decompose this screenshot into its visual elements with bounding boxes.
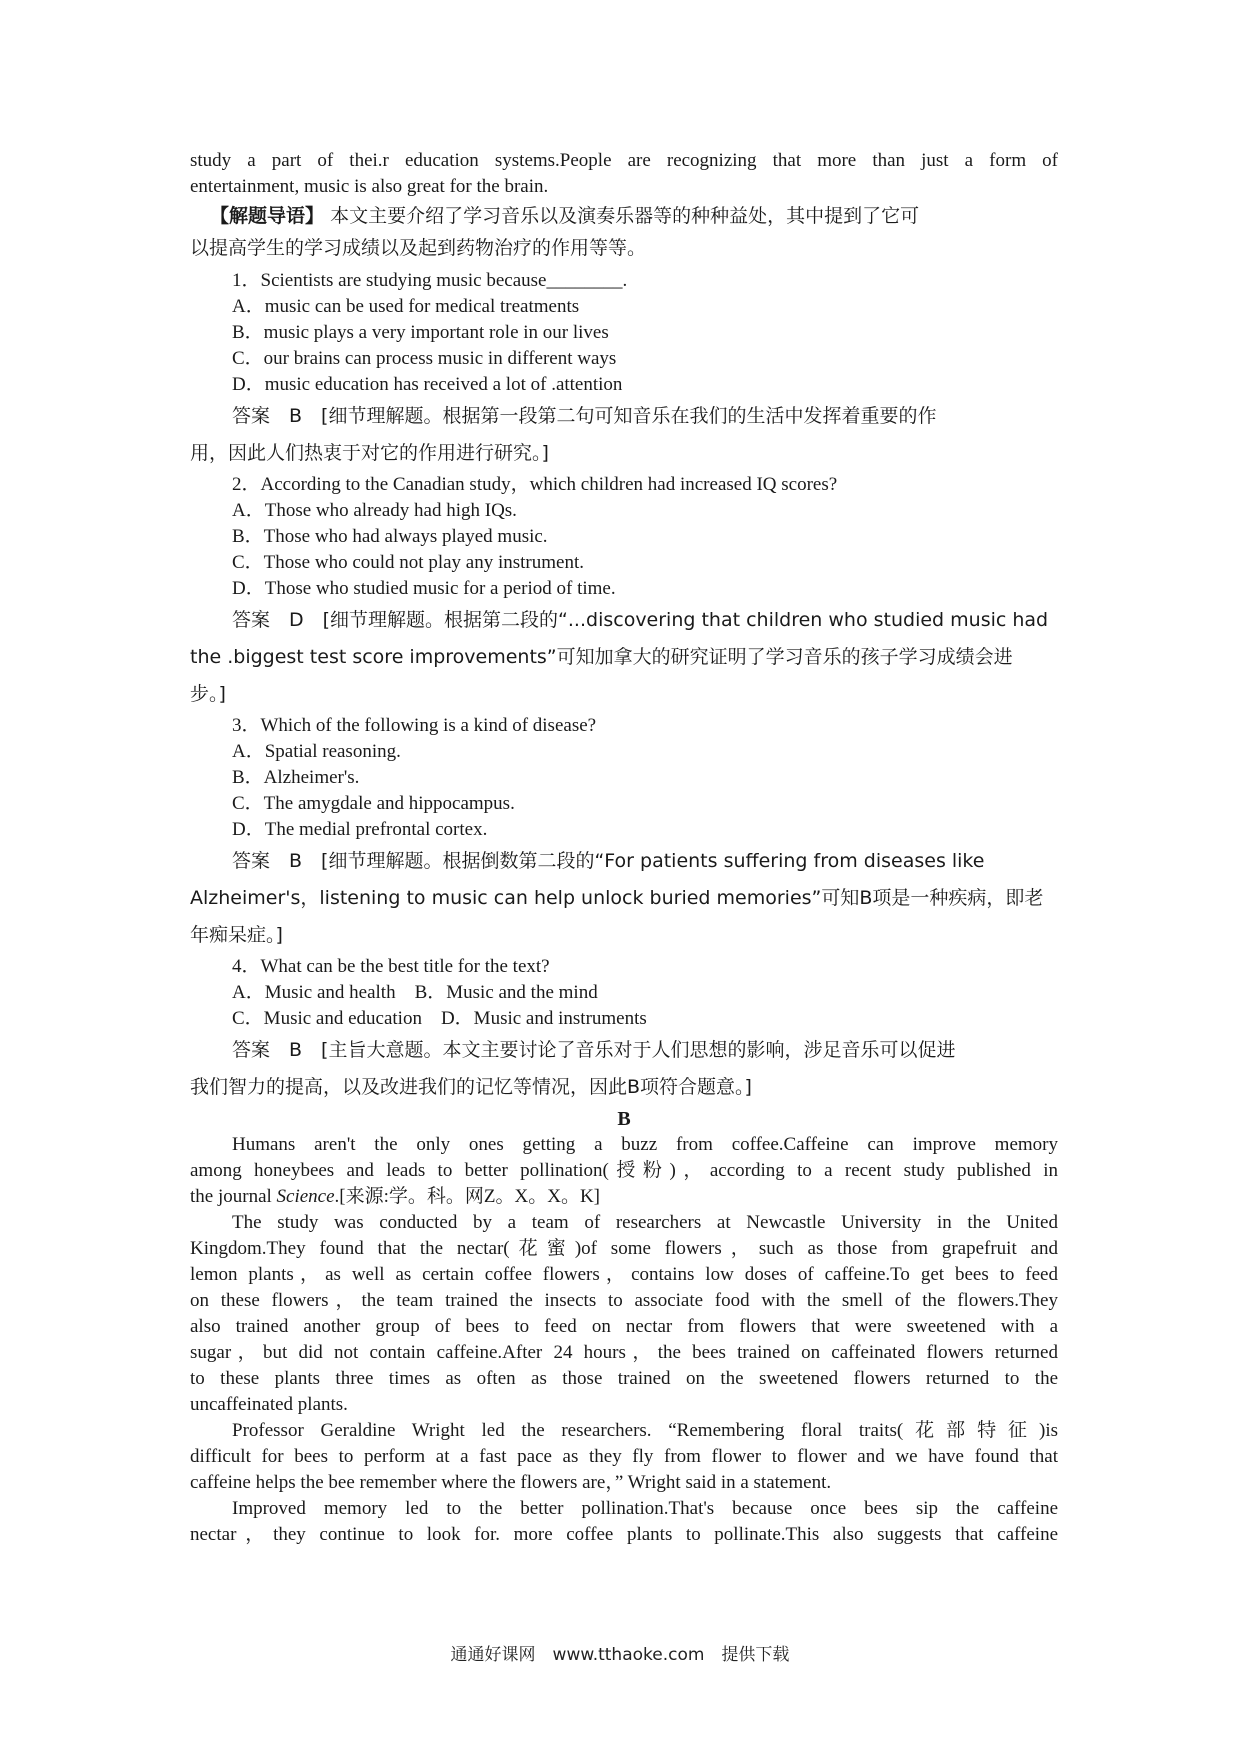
guide-text: 本文主要介绍了学习音乐以及演奏乐器等的种种益处，其中提到了它可 <box>330 205 920 227</box>
answer-line: 答案 B [细节理解题。根据第一段第二句可知音乐在我们的生活中发挥着重要的作 <box>232 405 937 427</box>
journal-name: Science <box>276 1186 335 1207</box>
option-row: C．Music and education D．Music and instruments <box>232 1008 647 1029</box>
paragraph-line: lemon plants，as well as certain coffee flowers，contains low doses of caffeine.To get bees to feed <box>190 1264 1058 1285</box>
answer-line: Alzheimer's，listening to music can help unlock buried memories”可知B项是一种疾病，即老 <box>190 887 1044 909</box>
option: C．The amygdale and hippocampus. <box>232 793 515 814</box>
option-row: A．Music and health B．Music and the mind <box>232 982 598 1003</box>
guide-line: 以提高学生的学习成绩以及起到药物治疗的作用等等。 <box>190 237 647 259</box>
page-footer: 通通好课网 www.tthaoke.com 提供下载 <box>450 1645 790 1665</box>
paragraph-line: Professor Geraldine Wright led the researchers. “Remembering floral traits(花部特征)is <box>232 1420 1058 1441</box>
option: A．music can be used for medical treatments <box>232 296 580 317</box>
question-stem: 3．Which of the following is a kind of disease? <box>232 715 597 736</box>
section-heading: B <box>617 1108 631 1130</box>
paragraph-line: among honeybees and leads to better pollination(授粉)，according to a recent study published in <box>190 1160 1058 1181</box>
option: B．Alzheimer's. <box>232 767 360 788</box>
paragraph-line: difficult for bees to perform at a fast pace as they fly from flower to flower and we have found that <box>190 1446 1058 1467</box>
paragraph-line: uncaffeinated plants. <box>190 1394 348 1415</box>
paragraph-line: The study was conducted by a team of researchers at Newcastle University in the United <box>232 1212 1058 1233</box>
intro-line: entertainment, music is also great for the brain. <box>190 176 549 197</box>
paragraph-line: nectar，they continue to look for. more coffee plants to pollinate.This also suggests that caffeine <box>190 1524 1058 1545</box>
paragraph-line: to these plants three times as often as those trained on the sweetened flowers returned to the <box>190 1368 1058 1389</box>
guide-label: 【解题导语】 <box>210 205 325 227</box>
option: A．Those who already had high IQs. <box>232 500 517 521</box>
question-stem: 4．What can be the best title for the text? <box>232 956 550 977</box>
answer-line: 答案 D [细节理解题。根据第二段的“...discovering that children who studied music had <box>232 609 1049 631</box>
paragraph-line: sugar，but did not contain caffeine.After 24 hours，the bees trained on caffeinated flowers returned <box>190 1342 1058 1363</box>
option: A．Spatial reasoning. <box>232 741 401 762</box>
option: C．Those who could not play any instrument. <box>232 552 584 573</box>
option: D．The medial prefrontal cortex. <box>232 819 488 840</box>
paragraph-line: Humans aren't the only ones getting a buzz from coffee.Caffeine can improve memory <box>232 1134 1058 1155</box>
paragraph-text: the journal <box>190 1186 277 1207</box>
answer-line: 答案 B [主旨大意题。本文主要讨论了音乐对于人们思想的影响，涉足音乐可以促进 <box>232 1039 956 1061</box>
paragraph-line: also trained another group of bees to feed on nectar from flowers that were sweetened with a <box>190 1316 1058 1337</box>
document-page <box>190 148 1058 1548</box>
intro-line: study a part of thei.r education systems.People are recognizing that more than just a form of <box>190 150 1058 171</box>
option: D．Those who studied music for a period of time. <box>232 578 616 599</box>
paragraph-text: .[来源:学。科。网Z。X。X。K] <box>334 1186 601 1207</box>
option: B．Those who had always played music. <box>232 526 548 547</box>
question-stem: 2．According to the Canadian study，which children had increased IQ scores? <box>232 474 838 495</box>
paragraph-line: Improved memory led to the better pollination.That's because once bees sip the caffeine <box>232 1498 1058 1519</box>
paragraph-line: Kingdom.They found that the nectar(花蜜)of some flowers，such as those from grapefruit and <box>190 1238 1058 1259</box>
answer-line: 用，因此人们热衷于对它的作用进行研究。] <box>190 442 549 464</box>
guide-line <box>190 200 1058 232</box>
option: B．music plays a very important role in our lives <box>232 322 609 343</box>
paragraph-line: on these flowers，the team trained the insects to associate food with the smell of the flowers.They <box>190 1290 1058 1311</box>
option: C．our brains can process music in different ways <box>232 348 617 369</box>
answer-line: 我们智力的提高，以及改进我们的记忆等情况，因此B项符合题意。] <box>190 1076 752 1098</box>
option: D．music education has received a lot of .attention <box>232 374 623 395</box>
answer-line: 步。] <box>190 683 226 705</box>
answer-line: 年痴呆症。] <box>190 924 283 946</box>
question-stem: 1．Scientists are studying music because________. <box>232 270 628 291</box>
answer-line: 答案 B [细节理解题。根据倒数第二段的“For patients suffering from diseases like <box>232 850 985 872</box>
paragraph-line <box>190 1184 1058 1210</box>
answer-line: the .biggest test score improvements”可知加拿大的研究证明了学习音乐的孩子学习成绩会进 <box>190 646 1013 668</box>
paragraph-line: caffeine helps the bee remember where the flowers are，” Wright said in a statement. <box>190 1472 832 1493</box>
